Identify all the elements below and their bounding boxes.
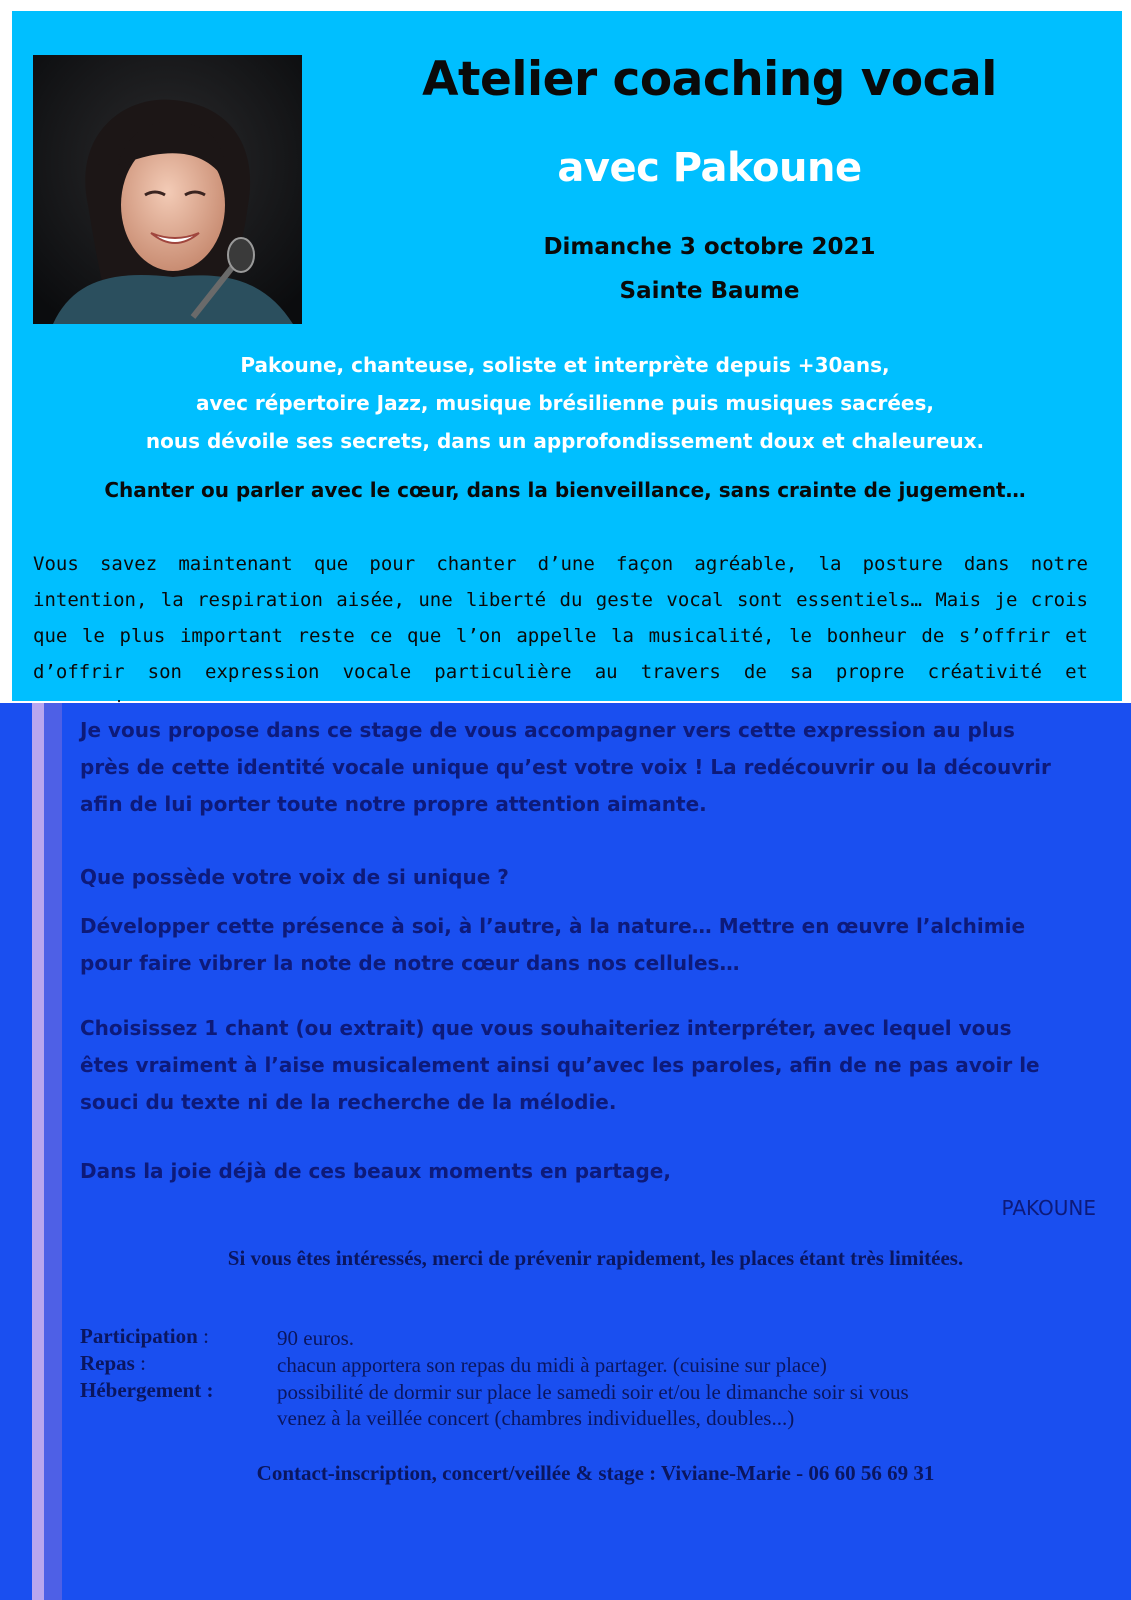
participation-label xyxy=(80,1324,209,1349)
emphasis: l’aise musicalement ainsi qu’avec les paroles, xyxy=(264,1053,783,1077)
intro-block xyxy=(20,346,1110,460)
intro-line: Pakoune, chanteuse, soliste et interprète depuis +30ans, xyxy=(240,353,890,377)
intro-line: nous dévoile ses secrets, dans un approfondissement doux et chaleureux. xyxy=(145,429,985,453)
page-title: Atelier coaching vocal xyxy=(422,52,997,107)
body-text: êtes vraiment à xyxy=(80,1053,265,1077)
body-line: Développer cette présence à soi, à l’autre, à la nature… Mettre en œuvre l’alchimie xyxy=(80,914,1026,938)
portrait-photo-icon xyxy=(33,55,302,324)
body-paragraph-2 xyxy=(80,908,1131,982)
event-place: Sainte Baume xyxy=(619,278,800,304)
question-heading: Que possède votre voix de si unique ? xyxy=(80,865,509,889)
intro-paragraph: Vous savez maintenant que pour chanter d’une façon agréable, la posture dans notre intention, la respiration aisée, une liberté du geste vocal sont essentiels… Mais je crois que le plus important reste ce que l’on appelle la musicalité, le bonheur de s’offrir et d’offrir son expression vocale particulière au travers de sa propre créativité et xyxy=(33,553,1088,683)
signature: PAKOUNE xyxy=(1001,1196,1096,1220)
repas-colon: : xyxy=(134,1351,146,1375)
hebergement-value xyxy=(277,1379,909,1431)
body-line: près de cette identité vocale unique qu’est votre voix ! La redécouvrir ou la découvrir xyxy=(80,755,1051,779)
notice: Si vous êtes intéressés, merci de prévenir rapidement, les places étant très limitées. xyxy=(227,1246,964,1270)
event-date: Dimanche 3 octobre 2021 xyxy=(543,234,876,260)
body-text: (ou extrait) que vous souhaiteriez interpréter, avec lequel vous xyxy=(288,1016,1012,1040)
body-line: souci du texte ni de la recherche de la mélodie. xyxy=(80,1090,617,1114)
participation-label-text: Participation xyxy=(80,1324,198,1348)
participation-value: 90 euros. xyxy=(277,1326,354,1350)
body-text: afin de ne pas avoir le xyxy=(782,1053,1040,1077)
left-bar-light xyxy=(32,703,44,1600)
body-line: afin de lui porter toute notre propre attention aimante. xyxy=(80,792,707,816)
closing-line: Dans la joie déjà de ces beaux moments en partage, xyxy=(80,1159,671,1183)
body-line: Je vous propose dans ce stage de vous accompagner vers cette expression au plus xyxy=(80,718,1015,742)
repas-label xyxy=(80,1351,146,1376)
contact-line: Contact-inscription, concert/veillée & stage : Viviane-Marie - 06 60 56 69 31 xyxy=(256,1461,935,1485)
body-line xyxy=(80,1010,1131,1047)
repas-label-text: Repas xyxy=(80,1351,135,1375)
hebergement-line: venez à la veillée concert (chambres individuelles, doubles...) xyxy=(277,1406,795,1430)
body-line xyxy=(80,1047,1131,1084)
hebergement-label: Hébergement : xyxy=(80,1378,214,1402)
repas-value: chacun apportera son repas du midi à partager. (cuisine sur place) xyxy=(277,1353,827,1377)
hebergement-line: possibilité de dormir sur place le samedi soir et/ou le dimanche soir si vous xyxy=(277,1380,909,1404)
intro-line: avec répertoire Jazz, musique brésilienne puis musiques sacrées, xyxy=(196,391,934,415)
page-subtitle: avec Pakoune xyxy=(557,145,862,191)
portrait-photo xyxy=(33,55,302,324)
body-paragraph-3 xyxy=(80,1010,1131,1121)
body-line: pour faire vibrer la note de notre cœur dans nos cellules… xyxy=(80,951,740,975)
participation-colon: : xyxy=(197,1324,209,1348)
tagline: Chanter ou parler avec le cœur, dans la bienveillance, sans crainte de jugement… xyxy=(104,478,1026,502)
emphasis: Choisissez 1 chant xyxy=(80,1016,289,1040)
body-paragraph-1 xyxy=(80,712,1131,823)
